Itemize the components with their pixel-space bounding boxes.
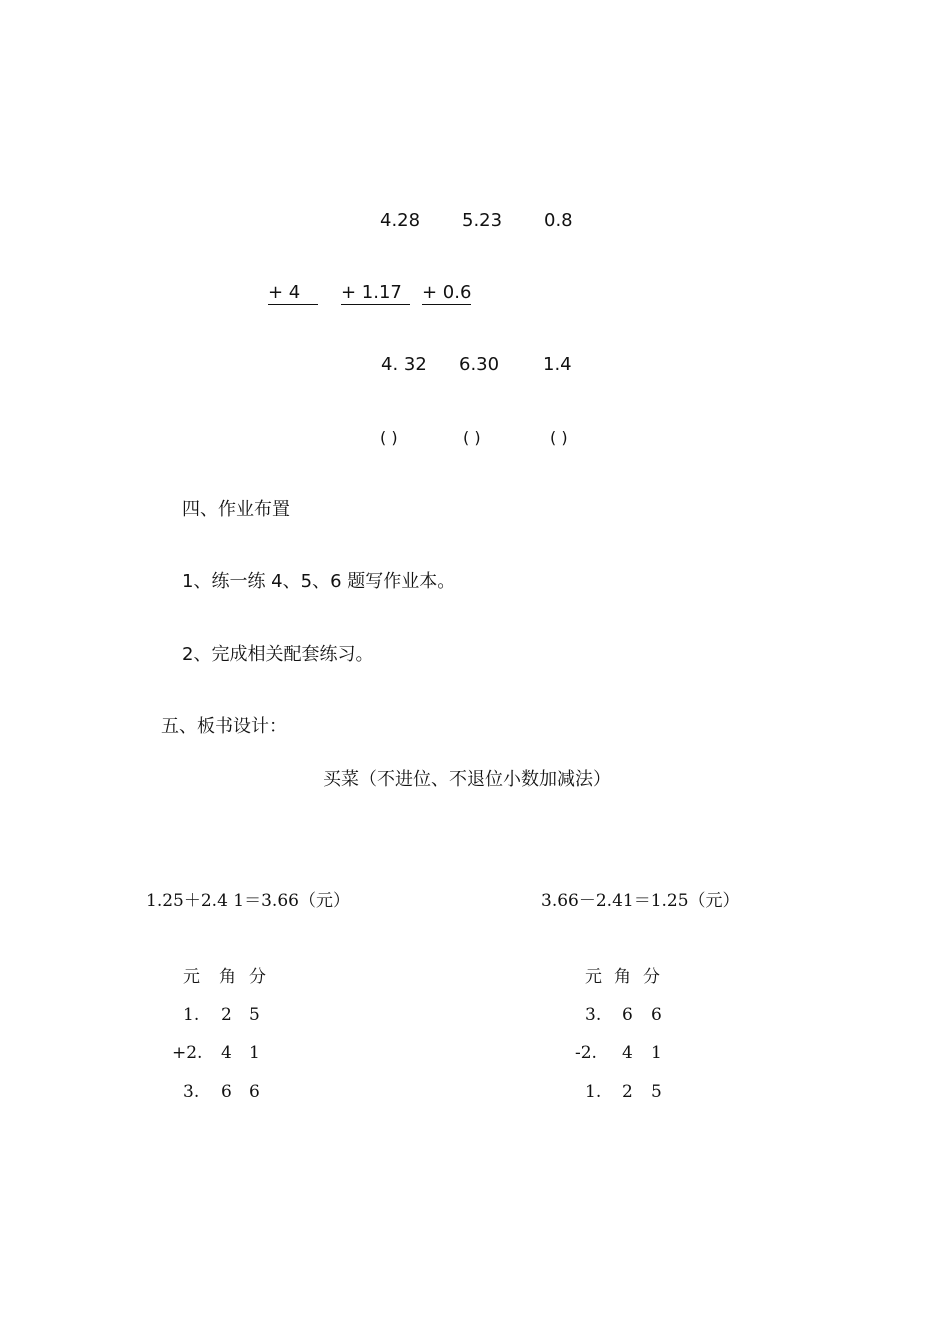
answer-blank: ( ) bbox=[380, 428, 398, 447]
unit-label: 元 bbox=[585, 967, 602, 987]
column-digit: 5 bbox=[249, 1005, 260, 1025]
exercise-addend: + 1.17 bbox=[341, 284, 410, 305]
exercise-addend: + 4 bbox=[268, 284, 318, 305]
column-digit: 1 bbox=[651, 1043, 662, 1063]
column-digit: 1 bbox=[249, 1043, 260, 1063]
exercise-result: 6.30 bbox=[459, 354, 500, 375]
unit-label: 元 bbox=[183, 967, 200, 987]
exercise-number: 5.23 bbox=[462, 210, 503, 231]
answer-blank: ( ) bbox=[550, 428, 568, 447]
exercise-number: 0.8 bbox=[544, 210, 573, 231]
column-digit: -2. bbox=[575, 1043, 597, 1063]
exercise-number: 4.28 bbox=[380, 210, 421, 231]
column-digit: +2. bbox=[172, 1043, 203, 1063]
exercise-result: 1.4 bbox=[543, 354, 572, 375]
column-digit: 2 bbox=[221, 1005, 232, 1025]
section-heading: 四、作业布置 bbox=[182, 499, 290, 520]
column-digit: 3. bbox=[585, 1005, 602, 1025]
column-digit: 1. bbox=[585, 1082, 602, 1102]
unit-label: 角 bbox=[219, 967, 236, 987]
column-digit: 3. bbox=[183, 1082, 200, 1102]
answer-blank: ( ) bbox=[463, 428, 481, 447]
homework-item: 1、练一练 4、5、6 题写作业本。 bbox=[182, 571, 456, 592]
section-heading: 五、板书设计： bbox=[161, 716, 287, 737]
addition-equation: 1.25＋2.4 1＝3.66（元） bbox=[146, 891, 350, 911]
column-digit: 6 bbox=[651, 1005, 662, 1025]
board-title: 买菜（不进位、不退位小数加减法） bbox=[323, 769, 611, 790]
unit-label: 分 bbox=[643, 967, 660, 987]
subtraction-equation: 3.66－2.41＝1.25（元） bbox=[541, 891, 740, 911]
column-digit: 4 bbox=[622, 1043, 633, 1063]
exercise-result: 4. 32 bbox=[381, 354, 427, 375]
column-digit: 5 bbox=[651, 1082, 662, 1102]
unit-label: 角 bbox=[614, 967, 631, 987]
column-digit: 6 bbox=[249, 1082, 260, 1102]
column-digit: 6 bbox=[221, 1082, 232, 1102]
column-digit: 2 bbox=[622, 1082, 633, 1102]
column-digit: 6 bbox=[622, 1005, 633, 1025]
exercise-addend: + 0.6 bbox=[422, 282, 472, 303]
unit-label: 分 bbox=[249, 967, 266, 987]
column-digit: 1. bbox=[183, 1005, 200, 1025]
column-digit: 4 bbox=[221, 1043, 232, 1063]
homework-item: 2、完成相关配套练习。 bbox=[182, 644, 374, 665]
